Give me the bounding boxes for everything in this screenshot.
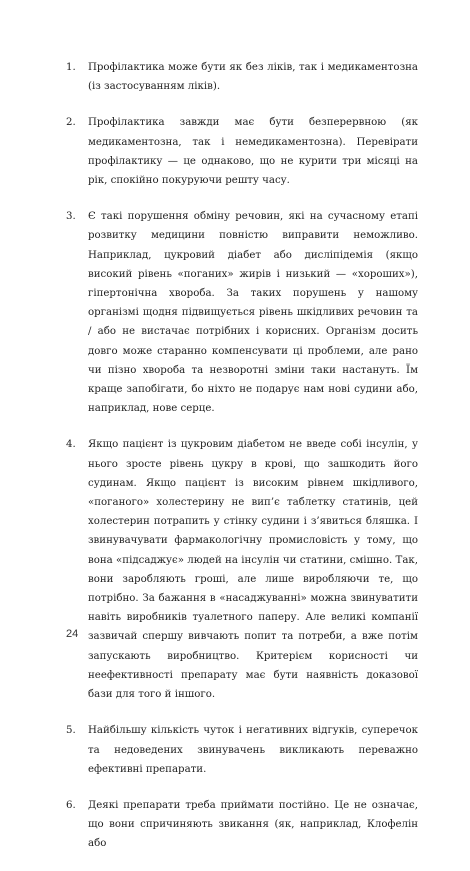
list-item-number: 6. [66, 799, 76, 811]
page-number: 24 [66, 628, 79, 640]
list-item-number: 2. [66, 117, 76, 129]
list-item-text: Є такі порушення обміну речовин, які на сучасному етапі розвитку медицини повністю виправити неможливо. Наприклад, цукровий діабет або дисліпідемія (якщо високий рівень «поганих» жирів і низький — «хороших»), гіпертонічна хвороба. За таких порушень у нашому організмі щодня підвищується рівень шкідливих речовин та / або не вистачає потрібних і корисних. Організм досить довго може старанно компенсувати ці проблеми, але рано чи пізно хвороба та незворотні зміни таки настануть. Їм краще запобігати, бо ніхто не подарує нам нові судини або, наприклад, нове серце. [88, 211, 418, 415]
list-item-text: Деякі препарати треба приймати постійно. Це не означає, що вони спричиняють звикання (як, наприклад, Клофелін або [88, 799, 418, 850]
list-item [66, 721, 418, 779]
list-item-number: 4. [66, 439, 76, 451]
list-item-number: 1. [66, 62, 76, 73]
list-item-number: 5. [66, 725, 76, 737]
list-item [66, 207, 418, 418]
list-item [66, 796, 418, 854]
list-item-text: Якщо пацієнт із цукровим діабетом не введе собі інсулін, у нього зросте рівень цукру в крові, що зашкодить його судинам. Якщо пацієнт із високим рівнем шкідливого, «поганого» холестерину не вип’є таблетку статинів, цей холестерин потрапить у стінку судини і з’явиться бляшка. І звинувачувати фармакологічну промисловість у тому, що вона «підсаджує» людей на інсулін чи статини, смішно. Так, вони заробляють гроші, але лише виробляючи те, що потрібно. За бажання в «насаджуванні» можна звинуватити навіть виробників туалетного паперу. Але великі компанії зазвичай спершу вивчають попит та потреби, а вже потім запускають виробництво. Критерієм корисності чи неефективності препарату має бути наявність доказової бази для того й іншого. [88, 439, 418, 701]
list-item [66, 113, 418, 190]
list-item [66, 435, 418, 704]
list-item [66, 58, 418, 96]
numbered-list [66, 58, 418, 871]
list-item-text: Профілактика може бути як без ліків, так і медикаментозна (із застосуванням ліків). [88, 62, 418, 93]
list-item-number: 3. [66, 211, 76, 223]
list-item-text: Профілактика завжди має бути безперервною (як медикаментозна, так і немедикаментозна). Перевірати профілактику — це однаково, що не курити три місяці на рік, спокійно покуруючи решту часу. [88, 117, 418, 187]
list-item-text: Найбільшу кількість чуток і негативних відгуків, суперечок та недоведених звинувачень викликають переважно ефективні препарати. [88, 725, 418, 775]
